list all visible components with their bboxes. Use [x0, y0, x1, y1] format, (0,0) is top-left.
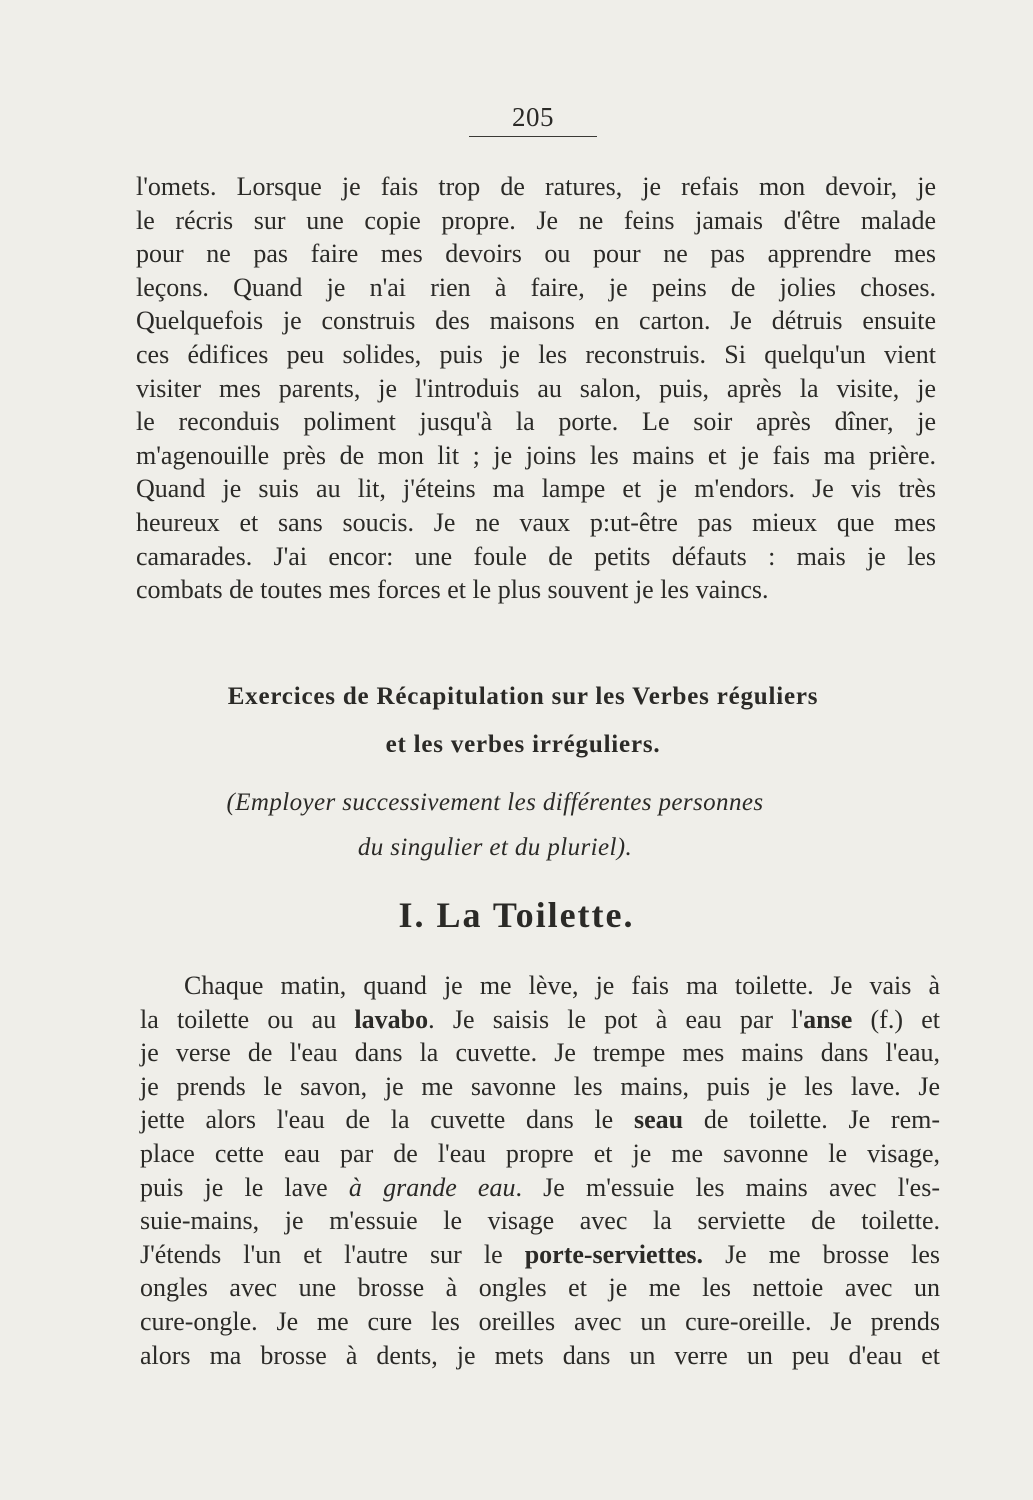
- page-number: 205: [512, 102, 554, 132]
- instruction-line-2: du singulier et du pluriel).: [357, 834, 633, 861]
- text-line: l'omets. Lorsque je fais trop de ratures, je refais mon devoir, je: [136, 172, 936, 201]
- intro-paragraph: [136, 170, 936, 607]
- text-line: combats de toutes mes forces et le plus souvent je les vaincs.: [136, 575, 769, 605]
- text-line: jette alors l'eau de la cuvette dans le seau de toilette. Je rem-: [140, 1105, 940, 1135]
- text-line: visiter mes parents, je l'introduis au salon, puis, après la visite, je: [136, 373, 936, 403]
- text-line: le reconduis poliment jusqu'à la porte. Le soir après dîner, je: [136, 407, 936, 437]
- text-line: pour ne pas faire mes devoirs ou pour ne pas apprendre mes: [136, 239, 936, 269]
- vocab-term: anse: [803, 1004, 853, 1034]
- text-line: heureux et sans soucis. Je ne vaux p:ut-être pas mieux que mes: [136, 507, 936, 537]
- vocab-term: seau: [633, 1105, 684, 1135]
- text-line: suie-mains, je m'essuie le visage avec la serviette de toilette.: [140, 1206, 940, 1236]
- text-line: m'agenouille près de mon lit ; je joins les mains et je fais ma prière.: [136, 440, 936, 470]
- text-line: place cette eau par de l'eau propre et je me savonne le visage,: [140, 1138, 940, 1168]
- italic-phrase: à grande eau: [348, 1172, 516, 1202]
- text-line: camarades. J'ai encor: une foule de petits défauts : mais je les: [136, 541, 936, 571]
- vocab-term: porte-serviettes.: [524, 1239, 703, 1269]
- text-line: Quelquefois je construis des maisons en carton. Je détruis ensuite: [136, 306, 936, 336]
- text-line: Quand je suis au lit, j'éteins ma lampe et je m'endors. Je vis très: [136, 474, 936, 504]
- text-line: ces édifices peu solides, puis je les reconstruis. Si quelqu'un vient: [136, 339, 936, 369]
- text-line: cure-ongle. Je me cure les oreilles avec un cure-oreille. Je prends: [140, 1306, 940, 1336]
- instruction-line-1: (Employer successivement les différentes personnes: [226, 789, 764, 816]
- text-line: puis je le lave à grande eau. Je m'essuie les mains avec l'es-: [140, 1172, 940, 1202]
- text-line: je prends le savon, je me savonne les mains, puis je les lave. Je: [140, 1071, 940, 1101]
- text-line: Chaque matin, quand je me lève, je fais ma toilette. Je vais à: [184, 971, 940, 1000]
- exercise-heading-line-1: Exercices de Récapitulation sur les Verbes réguliers: [227, 683, 819, 710]
- vocab-term: lavabo: [354, 1004, 429, 1034]
- section-title: I. La Toilette.: [398, 895, 635, 935]
- text-line: ongles avec une brosse à ongles et je me les nettoie avec un: [140, 1273, 940, 1303]
- text-line: le récris sur une copie propre. Je ne feins jamais d'être malade: [136, 205, 936, 235]
- text-line: alors ma brosse à dents, je mets dans un verre un peu d'eau et: [140, 1340, 940, 1370]
- text-line: J'étends l'un et l'autre sur le porte-serviettes. Je me brosse les: [140, 1239, 940, 1269]
- page-number-rule: [469, 136, 597, 137]
- toilette-paragraph: [140, 969, 940, 1372]
- exercise-heading-line-2: et les verbes irréguliers.: [385, 731, 661, 758]
- text-line: la toilette ou au lavabo. Je saisis le pot à eau par l'anse (f.) et: [140, 1004, 940, 1034]
- text-line: leçons. Quand je n'ai rien à faire, je peins de jolies choses.: [136, 272, 936, 302]
- text-line: je verse de l'eau dans la cuvette. Je trempe mes mains dans l'eau,: [140, 1038, 940, 1068]
